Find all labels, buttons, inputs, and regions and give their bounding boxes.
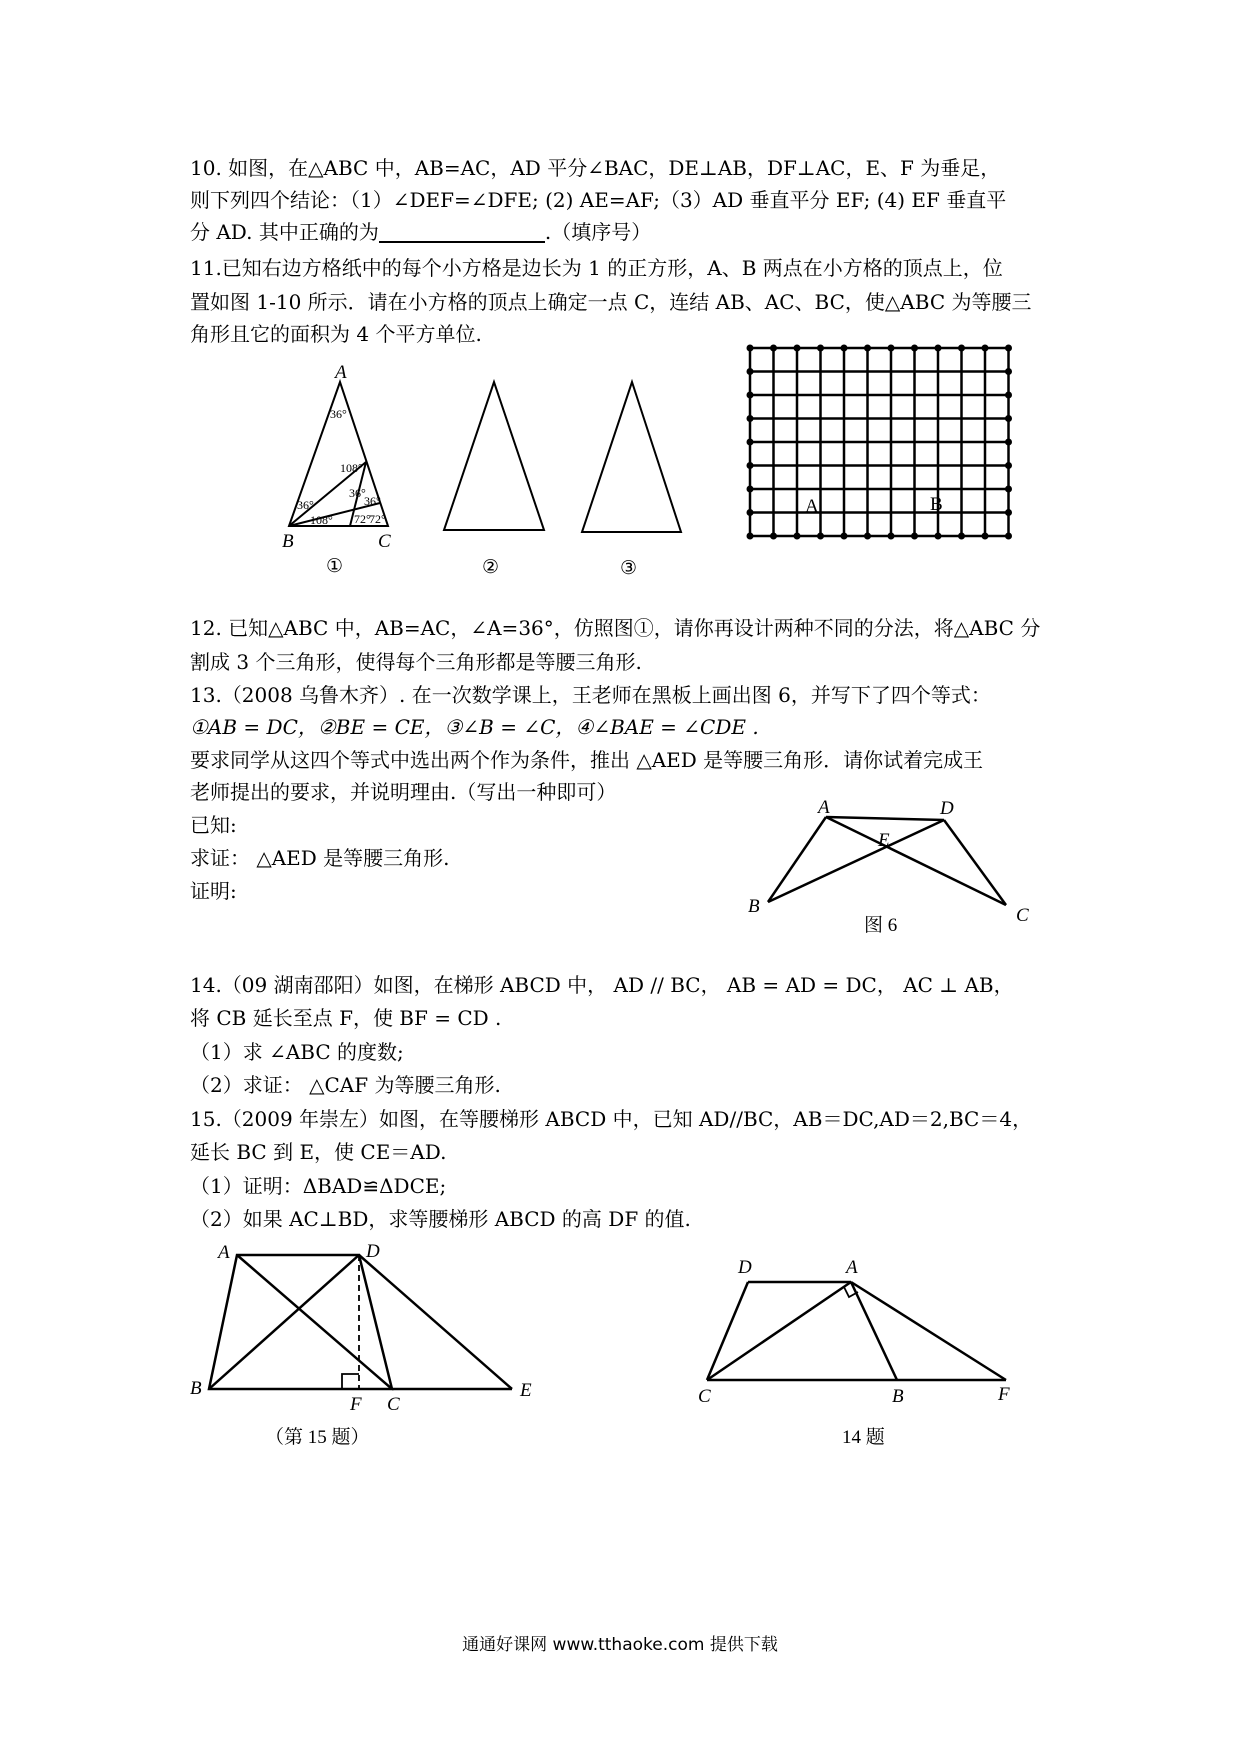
fig6-label-a: A [818,797,830,818]
fig15-caption: （第 15 题） [265,1427,370,1448]
angle-label-6: 108° [310,513,333,527]
angle-label-8: 72° [369,512,386,526]
q14-line-3: （1）求 ∠ABC 的度数; [190,1040,404,1064]
grid-edge-dot [888,533,895,540]
q13-prove: 求证： △AED 是等腰三角形. [190,846,450,870]
t1-label-b: B [282,531,294,552]
grid-edge-dot [794,533,801,540]
grid-edge-dot [982,345,989,352]
grid-edge-dot [1005,345,1012,352]
q10-line-3-start: 分 AD. 其中正确的为 [190,220,379,244]
grid-edge-dot [1005,368,1012,375]
grid-edge-dot [935,533,942,540]
q10-line-2: 则下列四个结论：（1）∠DEF=∠DFE; (2) AE=AF;（3）AD 垂直平分 EF; (4) EF 垂直平 [190,188,1007,212]
q13-known: 已知: [190,813,237,837]
fig6-label-c: C [1016,905,1029,926]
fig14-label-c: C [698,1386,711,1407]
footer: 通通好课网 www.tthaoke.com 提供下载 [462,1635,778,1655]
grid-edge-dot [747,462,754,469]
grid-edge-dot [1005,486,1012,493]
grid-edge-dot [747,368,754,375]
fig14-label-b: B [892,1386,904,1407]
q11-line-3: 角形且它的面积为 4 个平方单位. [190,322,482,346]
grid-edge-dot [935,345,942,352]
fig6-label-e: E [878,830,890,851]
fig14-label-d: D [738,1257,752,1278]
grid-edge-dot [747,415,754,422]
q11-line-2: 置如图 1-10 所示．请在小方格的顶点上确定一点 C，连结 AB、AC、BC，使△ABC 为等腰三 [190,290,1032,314]
grid-edge-dot [770,345,777,352]
t3-caption: ③ [620,558,638,579]
grid-edge-dot [1005,415,1012,422]
q13-line-4: 老师提出的要求，并说明理由.（写出一种即可） [190,780,617,804]
grid-edge-dot [911,533,918,540]
q12-line-1: 12. 已知△ABC 中，AB=AC，∠A=36°，仿照图①，请你再设计两种不同的分法，将△ABC 分 [190,616,1041,640]
grid-edge-dot [794,345,801,352]
fig15-label-a: A [218,1242,230,1263]
grid-edge-dot [747,533,754,540]
fig15-label-c: C [387,1394,400,1415]
grid-edge-dot [747,509,754,516]
grid-edge-dot [864,345,871,352]
angle-label-7: 72° [354,512,371,526]
q12-line-2: 割成 3 个三角形，使得每个三角形都是等腰三角形. [190,650,642,674]
answer-blank[interactable] [379,219,545,243]
grid-edge-dot [747,345,754,352]
fig6-label-b: B [748,896,760,917]
t1-label-a: A [335,362,347,383]
q11-line-1: 11.已知右边方格纸中的每个小方格是边长为 1 的正方形，A、B 两点在小方格的顶点上，位 [190,256,1003,280]
grid-edge-dot [911,345,918,352]
grid-edge-dot [888,345,895,352]
grid-edge-dot [747,439,754,446]
t1-label-c: C [378,531,391,552]
fig14-label-a: A [846,1257,858,1278]
grid-point-b-label: B [930,494,943,515]
t2-caption: ② [482,557,500,578]
grid-edge-dot [817,345,824,352]
angle-label-2: 108° [340,461,363,475]
fig15-label-e: E [520,1380,532,1401]
q14-line-4: （2）求证： △CAF 为等腰三角形. [190,1073,501,1097]
grid-edge-dot [817,533,824,540]
q10-line-3-end: .（填序号） [544,220,652,244]
grid-edge-dot [841,533,848,540]
grid-edge-dot [770,533,777,540]
fig14-caption: 14 题 [842,1427,885,1448]
fig14-label-f: F [998,1384,1010,1405]
t1-caption: ① [326,556,344,577]
angle-label-5: 36° [297,498,314,512]
grid-edge-dot [747,392,754,399]
angle-label-3: 36° [349,486,366,500]
grid-point-a-label: A [805,496,819,517]
q15-line-1: 15.（2009 年崇左）如图，在等腰梯形 ABCD 中，已知 AD//BC，AB＝DC,AD＝2,BC＝4， [190,1107,1033,1131]
fig15-label-d: D [366,1241,380,1262]
q15-line-4: （2）如果 AC⊥BD，求等腰梯形 ABCD 的高 DF 的值. [190,1207,691,1231]
grid-edge-dot [958,345,965,352]
angle-label-1: 36° [330,407,347,421]
grid-edge-dot [958,533,965,540]
grid-edge-dot [1005,509,1012,516]
grid-edge-dot [747,486,754,493]
grid-edge-dot [1005,439,1012,446]
fig6-caption: 图 6 [864,915,898,936]
q13-proof: 证明: [190,879,237,903]
fig15-label-b: B [190,1378,202,1399]
q15-line-2: 延长 BC 到 E，使 CE＝AD. [190,1140,447,1164]
grid-edge-dot [1005,462,1012,469]
q13-line-1: 13.（2008 乌鲁木齐）. 在一次数学课上，王老师在黑板上画出图 6，并写下了四个等式： [190,683,991,707]
grid-edge-dot [841,345,848,352]
q10-line-3 [190,216,651,248]
q15-line-3: （1）证明：ΔBAD≌ΔDCE; [190,1174,447,1198]
grid-edge-dot [1005,533,1012,540]
q14-line-2: 将 CB 延长至点 F，使 BF = CD . [190,1006,502,1030]
fig15-label-f: F [350,1394,362,1415]
q13-line-3: 要求同学从这四个等式中选出两个作为条件，推出 △AED 是等腰三角形．请你试着完成王 [190,748,984,772]
fig6-label-d: D [940,798,954,819]
angle-label-4: 36° [364,494,381,508]
grid-edge-dot [864,533,871,540]
q10-line-1: 10. 如图，在△ABC 中，AB=AC，AD 平分∠BAC，DE⊥AB，DF⊥AC，E、F 为垂足， [190,156,1001,180]
grid-edge-dot [982,533,989,540]
grid-edge-dot [1005,392,1012,399]
q13-line-2: ①AB = DC，②BE = CE，③∠B = ∠C，④∠BAE = ∠CDE . [190,715,759,739]
q14-line-1: 14.（09 湖南邵阳）如图，在梯形 ABCD 中， AD // BC， AB = AD = DC， AC ⊥ AB， [190,973,1014,997]
